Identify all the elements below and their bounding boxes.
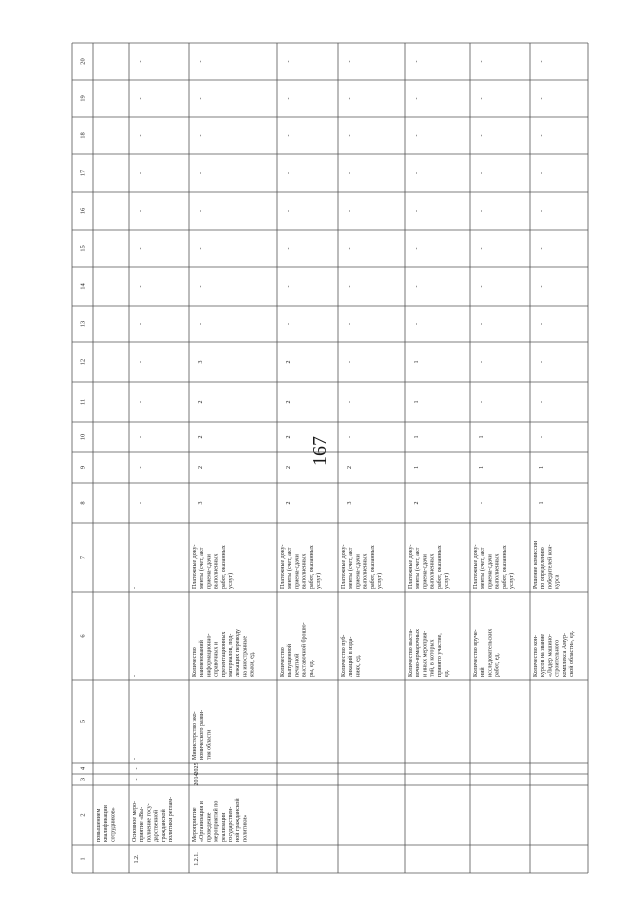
confirming-document-line: Платежные доку- xyxy=(473,544,479,589)
column-header-10: 10 xyxy=(79,433,87,441)
confirming-document xyxy=(533,540,561,589)
value-col-9: 2 xyxy=(347,466,353,469)
value-col-10: 1 xyxy=(479,435,485,439)
value-col-8: - xyxy=(479,502,485,504)
indicator-name-line: комплекса Амур- xyxy=(561,633,568,677)
confirming-document-line: менты (счет, акт xyxy=(415,547,422,589)
column-header-17: 17 xyxy=(79,169,87,177)
value-col-14: - xyxy=(539,285,545,288)
value-col-16: - xyxy=(138,210,144,212)
indicator-name-line: Количество xyxy=(192,647,198,677)
value-col-20: - xyxy=(539,60,545,63)
column-header-4: 4 xyxy=(79,766,87,771)
responsible-executor xyxy=(192,710,212,760)
value-col-19: - xyxy=(479,97,485,100)
value-col-12: - xyxy=(539,361,545,363)
event-name-line: государствен- xyxy=(228,806,234,842)
value-col-19: - xyxy=(138,97,144,100)
value-col-14: - xyxy=(414,285,420,288)
value-col-13: - xyxy=(138,323,144,325)
confirming-document-line: услуг) xyxy=(228,572,234,589)
value-col-11: 2 xyxy=(198,400,204,404)
indicator-name-line: «Лидер машино- xyxy=(547,634,554,677)
value-col-10: - xyxy=(347,436,353,438)
value-col-13: - xyxy=(539,323,545,325)
indicator-name xyxy=(408,629,450,677)
value-col-13: - xyxy=(479,323,485,325)
value-col-10: - xyxy=(539,436,545,438)
value-col-12: 2 xyxy=(286,360,292,364)
confirming-document xyxy=(192,544,234,589)
value-col-18: - xyxy=(539,134,545,137)
value-col-15: - xyxy=(347,247,353,250)
event-name-line: полнение госу- xyxy=(146,803,153,842)
value-col-15: - xyxy=(138,247,144,250)
value-col-9: - xyxy=(138,466,144,469)
row-number: 1.2. xyxy=(134,854,140,864)
event-name-line: сотрудников» xyxy=(110,807,117,842)
value-col-14: - xyxy=(479,285,485,288)
column-header-15: 15 xyxy=(79,245,87,252)
confirming-document-line: приема-сдачи xyxy=(487,554,494,589)
column-header-9: 9 xyxy=(79,465,87,470)
value-col-10: - xyxy=(138,436,144,438)
responsible-executor xyxy=(132,758,138,760)
value-col-12: - xyxy=(347,361,353,363)
value-col-15: - xyxy=(198,247,204,250)
value-col-16: - xyxy=(198,210,204,212)
confirming-document-line: выполненных xyxy=(494,553,501,589)
event-name-line: квалификации xyxy=(103,805,110,842)
confirming-document-line: Платежные доку- xyxy=(192,544,198,589)
confirming-document-line: услуг) xyxy=(509,572,515,589)
confirming-document-line: работ, оказанных xyxy=(220,545,227,589)
value-col-11: - xyxy=(347,401,353,403)
confirming-document-line: выполненных xyxy=(301,553,308,589)
confirming-document xyxy=(473,544,515,589)
confirming-document-line: победителей кон- xyxy=(547,544,554,589)
value-col-17: - xyxy=(347,172,353,174)
column-header-16: 16 xyxy=(79,207,87,215)
value-col-20: - xyxy=(347,60,353,63)
event-name-line: повышением xyxy=(96,808,102,842)
indicator-name-line: Количество пуб- xyxy=(341,634,347,677)
indicator-name-line: информационно- xyxy=(206,633,213,677)
value-col-15: - xyxy=(286,247,292,250)
event-name-line: дарственной xyxy=(153,809,160,842)
value-col-10: 1 xyxy=(414,435,420,439)
end-year: - xyxy=(134,767,140,770)
confirming-document-line: - xyxy=(132,587,138,589)
value-col-8: 3 xyxy=(198,501,204,505)
value-col-18: - xyxy=(198,134,204,137)
indicator-name-line: тий, в которых xyxy=(429,639,436,677)
column-header-8: 8 xyxy=(79,501,87,505)
value-col-11: - xyxy=(539,401,545,403)
responsible-executor-line: номического разви- xyxy=(199,709,206,760)
event-name-line: Основное меро- xyxy=(132,801,138,842)
start-year: - xyxy=(134,778,140,781)
column-header-2: 2 xyxy=(79,813,87,817)
value-col-17: - xyxy=(138,172,144,174)
value-col-20: - xyxy=(414,60,420,63)
value-col-20: - xyxy=(286,60,292,63)
value-col-9: 2 xyxy=(198,466,204,469)
confirming-document-line: по определению xyxy=(540,547,547,589)
column-header-19: 19 xyxy=(79,95,87,102)
value-col-9: 2 xyxy=(286,466,292,469)
event-name xyxy=(192,798,248,842)
indicator-name-line: материалов, под- xyxy=(228,633,234,677)
value-col-13: - xyxy=(414,323,420,325)
value-col-12: 3 xyxy=(198,360,204,364)
indicator-name xyxy=(192,629,256,677)
event-name-line: мероприятий по xyxy=(213,800,220,842)
indicator-name-line: и иных мероприя- xyxy=(422,630,429,677)
value-col-8: 2 xyxy=(414,501,420,505)
column-header-6: 6 xyxy=(79,634,87,638)
confirming-document-line: приема-сдачи xyxy=(355,554,362,589)
column-header-12: 12 xyxy=(79,358,87,366)
column-header-3: 3 xyxy=(79,777,87,782)
responsible-executor-line: тия области xyxy=(206,729,213,760)
confirming-document-line: услуг) xyxy=(377,572,383,589)
indicator-name-line: ликаций в изда- xyxy=(348,636,355,677)
confirming-document-line: менты (счет, акт xyxy=(348,547,355,589)
value-col-11: - xyxy=(479,401,485,403)
value-col-13: - xyxy=(347,323,353,325)
indicator-name-line: лежащих переводу xyxy=(235,628,242,677)
event-name-line: гражданской xyxy=(160,809,167,842)
value-col-10: 2 xyxy=(286,435,292,439)
value-col-9: 1 xyxy=(414,466,420,469)
event-name-line: Мероприятие xyxy=(192,807,198,842)
indicator-name-line: на иностранные xyxy=(242,635,249,677)
value-col-17: - xyxy=(539,172,545,174)
indicator-name-line: ед. xyxy=(444,669,450,677)
value-col-11: - xyxy=(138,401,144,403)
event-name-line: политики реглам- xyxy=(168,796,174,842)
value-col-11: 2 xyxy=(286,400,292,404)
event-name xyxy=(132,797,174,842)
confirming-document-line: приема-сдачи xyxy=(294,554,301,589)
page-number: 167 xyxy=(309,436,331,466)
event-name-line: политики» xyxy=(242,814,249,842)
value-col-9: 1 xyxy=(539,466,545,469)
value-col-16: - xyxy=(347,210,353,212)
value-col-18: - xyxy=(479,134,485,137)
end-year: 2025 xyxy=(194,762,200,775)
value-col-20: - xyxy=(198,60,204,63)
event-name-line: «Организация и xyxy=(199,801,206,842)
indicator-name-line: Количество кон- xyxy=(533,634,539,677)
start-year: 2014 xyxy=(194,773,200,786)
value-col-16: - xyxy=(539,210,545,212)
confirming-document-line: менты (счет, акт xyxy=(480,547,487,589)
value-col-15: - xyxy=(539,247,545,250)
value-col-14: - xyxy=(286,285,292,288)
value-col-14: - xyxy=(138,285,144,288)
value-col-8: 1 xyxy=(539,501,545,505)
indicator-name-line: ниях, ед. xyxy=(355,654,362,677)
value-col-17: - xyxy=(479,172,485,174)
value-col-14: - xyxy=(198,285,204,288)
confirming-document-line: Платежные доку- xyxy=(408,544,414,589)
indicator-name-line: Количество выста- xyxy=(408,628,414,677)
indicator-name-line: работ, ед. xyxy=(494,653,501,677)
indicator-name-line: - xyxy=(132,675,138,677)
confirming-document xyxy=(408,544,450,589)
responsible-executor-line: - xyxy=(132,758,138,760)
indicator-name xyxy=(340,635,361,677)
value-col-17: - xyxy=(286,172,292,174)
event-name xyxy=(96,804,116,842)
confirming-document-line: приема-сдачи xyxy=(206,554,213,589)
row-number: 1.2.1. xyxy=(194,852,200,866)
value-col-13: - xyxy=(286,323,292,325)
indicator-name-line: исследовательских xyxy=(487,628,494,677)
event-name-line: реализации xyxy=(220,812,227,842)
value-col-14: - xyxy=(347,285,353,288)
confirming-document-line: Платежные доку- xyxy=(280,544,286,589)
confirming-document-line: Решение комиссии xyxy=(533,540,539,589)
confirming-document-line: работ, оказанных xyxy=(369,545,376,589)
confirming-document-line: работ, оказанных xyxy=(308,545,315,589)
confirming-document-line: работ, оказанных xyxy=(501,545,508,589)
value-col-16: - xyxy=(414,210,420,212)
indicator-name-line: принято участие, xyxy=(436,633,443,677)
indicator-name-line: вочно-ярмарочных xyxy=(415,628,422,677)
indicator-name-line: ской области», ед. xyxy=(569,630,575,677)
confirming-document-line: услуг) xyxy=(444,572,450,589)
indicator-name-line: выпущенной xyxy=(287,644,294,677)
confirming-document-line: приема-сдачи xyxy=(422,554,429,589)
confirming-document-line: курса xyxy=(554,574,561,589)
event-name-line: проведение xyxy=(206,812,213,842)
value-col-19: - xyxy=(539,97,545,100)
value-col-16: - xyxy=(286,210,292,212)
value-col-12: - xyxy=(479,361,485,363)
indicator-name-line: справочных и xyxy=(213,641,220,677)
value-col-20: - xyxy=(138,60,144,63)
event-name-line: приятие «Вы- xyxy=(139,806,146,842)
value-col-20: - xyxy=(479,60,485,63)
value-col-8: 2 xyxy=(286,501,292,505)
value-col-15: - xyxy=(479,247,485,250)
confirming-document xyxy=(132,587,138,589)
value-col-10: 2 xyxy=(198,435,204,439)
indicator-name-line: выставочной брошю- xyxy=(301,622,308,677)
indicator-name xyxy=(132,675,138,677)
confirming-document-line: менты (счет, акт xyxy=(287,547,294,589)
column-header-1: 1 xyxy=(79,857,87,861)
indicator-name-line: Количество вруче- xyxy=(473,629,479,677)
column-header-18: 18 xyxy=(79,132,87,139)
confirming-document-line: работ, оказанных xyxy=(436,545,443,589)
indicator-name xyxy=(280,622,315,677)
indicator-name-line: строительного xyxy=(554,639,561,677)
confirming-document-line: Платежные доку- xyxy=(341,544,347,589)
value-col-19: - xyxy=(198,97,204,100)
value-col-19: - xyxy=(347,97,353,100)
value-col-16: - xyxy=(479,210,485,212)
indicator-name-line: ры, ед. xyxy=(308,659,315,677)
column-header-20: 20 xyxy=(79,58,87,65)
value-col-18: - xyxy=(414,134,420,137)
value-col-12: 1 xyxy=(414,360,420,364)
indicator-name-line: языки, ед. xyxy=(249,651,256,677)
value-col-19: - xyxy=(414,97,420,100)
indicator-name-line: презентационных xyxy=(220,631,227,677)
value-col-18: - xyxy=(138,134,144,137)
value-col-9: 1 xyxy=(479,466,485,469)
indicator-name-line: курсов на звание xyxy=(540,633,547,677)
value-col-18: - xyxy=(347,134,353,137)
indicator-name-line: печатной xyxy=(294,653,301,677)
value-col-18: - xyxy=(286,134,292,137)
column-header-13: 13 xyxy=(79,320,87,328)
indicator-name xyxy=(473,629,501,677)
value-col-13: - xyxy=(198,323,204,325)
column-header-11: 11 xyxy=(79,398,87,406)
confirming-document-line: услуг) xyxy=(316,572,322,589)
indicator-name-line: Количество xyxy=(280,647,286,677)
confirming-document-line: выполненных xyxy=(362,553,369,589)
confirming-document-line: выполненных xyxy=(213,553,220,589)
confirming-document xyxy=(280,544,322,589)
value-col-19: - xyxy=(286,97,292,100)
value-col-8: - xyxy=(138,502,144,504)
column-header-5: 5 xyxy=(79,719,87,724)
column-header-14: 14 xyxy=(79,283,87,290)
confirming-document-line: менты (счет, акт xyxy=(199,547,206,589)
value-col-15: - xyxy=(414,247,420,250)
indicator-name xyxy=(533,630,575,677)
event-name-line: ной гражданской xyxy=(235,798,242,842)
value-col-12: - xyxy=(138,361,144,363)
column-header-7: 7 xyxy=(79,555,87,560)
indicator-name-line: ний xyxy=(480,667,487,677)
indicator-name-line: наименований xyxy=(199,640,206,677)
confirming-document xyxy=(341,544,383,589)
value-col-17: - xyxy=(198,172,204,174)
responsible-executor-line: Министерство эко- xyxy=(192,711,198,760)
value-col-8: 3 xyxy=(347,501,353,505)
confirming-document-line: выполненных xyxy=(429,553,436,589)
value-col-11: 1 xyxy=(414,400,420,404)
value-col-17: - xyxy=(414,172,420,174)
